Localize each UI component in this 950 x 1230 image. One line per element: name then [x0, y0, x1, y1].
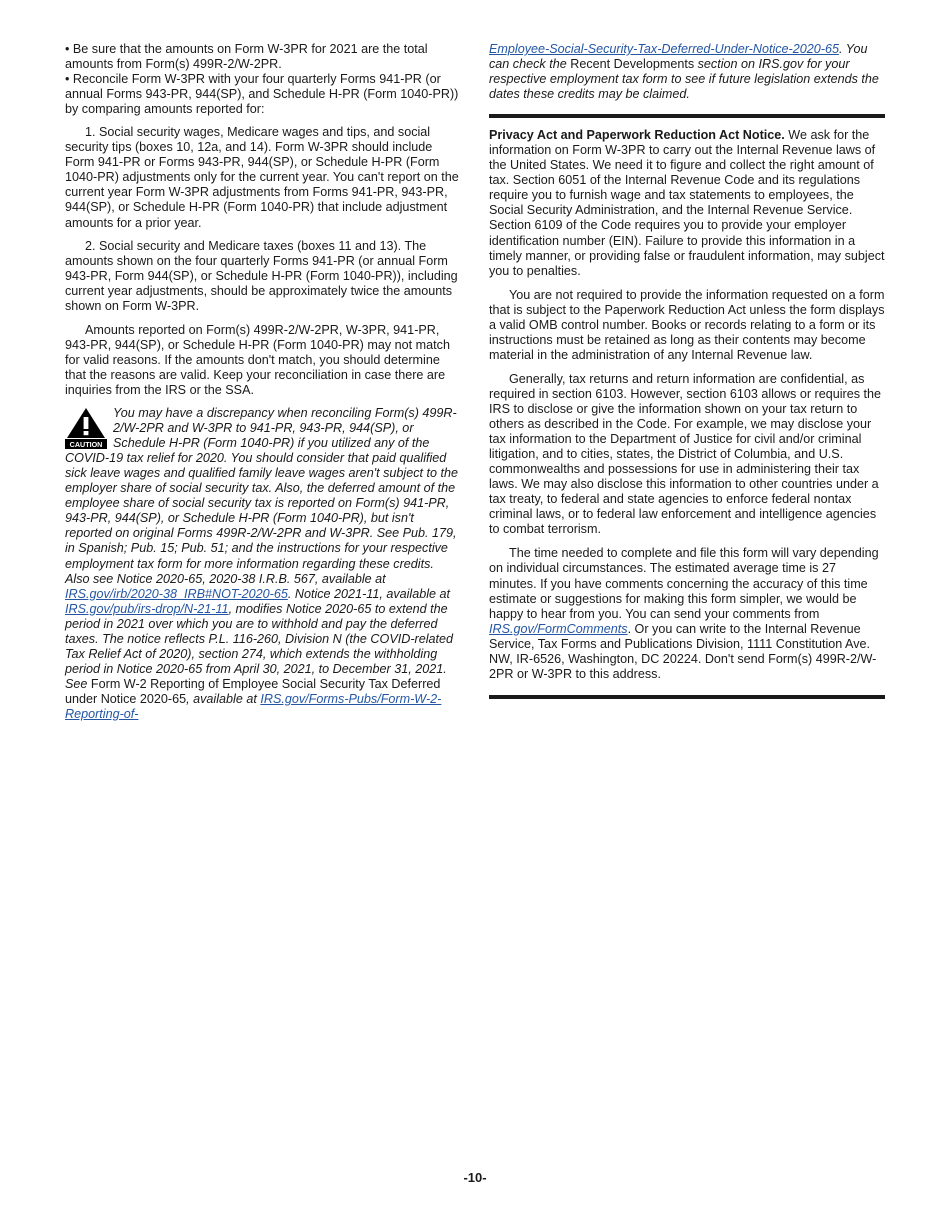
notice-21-11-link[interactable]: IRS.gov/pub/irs-drop/N-21-11: [65, 601, 229, 616]
form-comments-link[interactable]: IRS.gov/FormComments: [489, 621, 628, 636]
time-estimate-text-1: The time needed to complete and file this form will vary depending on individual circumstances. The estimated average time is 27 minutes. If you have comments concerning the accuracy of this time estimate or suggestions for making this form simpler, we would be happy to hear from you. You can send your comments from: [489, 546, 879, 621]
caution-label: CAUTION: [69, 440, 103, 450]
caution-continuation: [489, 42, 885, 102]
right-column: [489, 42, 885, 699]
caution-text-form-w2-title: Form W-2 Reporting of Employee Social Security Tax Deferred under Notice 2020-65: [65, 676, 441, 706]
privacy-heading: Privacy Act and Paperwork Reduction Act Notice.: [489, 128, 785, 143]
time-estimate-paragraph: [489, 546, 885, 681]
privacy-text: We ask for the information on Form W-3PR to carry out the Internal Revenue laws of the United States. We need it to figure and collect the right amount of tax. Section 6051 of the Internal Revenue Code and its regulations require you to furnish wage and tax statements to employees, the Social Security Administration, and the Internal Revenue Service. Section 6109 of the Code requires you to provide your employer identification number (EIN). Failure to provide this information in a timely manner, or providing false or fraudulent information, may subject you to penalties.: [489, 128, 885, 278]
irb-2020-38-link[interactable]: IRS.gov/irb/2020-38_IRB#NOT-2020-65: [65, 586, 288, 601]
time-estimate-text-2: . Or you can write to the Internal Revenue Service, Tax Forms and Publications Division, 1111 Constitution Ave. NW, IR-6526, Washington, DC 20224. Don't send Form(s) 499R-2/W-2PR or W-3PR to this address.: [489, 621, 877, 681]
bullet-total-amounts: • Be sure that the amounts on Form W-3PR for 2021 are the total amounts from Form(s) 499R-2/W-2PR.: [65, 42, 428, 72]
caution-text-part-2: . Notice 2021-11, available at: [287, 586, 451, 601]
amounts-paragraph: Amounts reported on Form(s) 499R-2/W-2PR, W-3PR, 941-PR, 943-PR, 944(SP), or Schedule H-PR (Form 1040-PR) may not match for valid reasons. If the amounts don't match, you should determine that the reasons are valid. Keep your reconciliation in case there are inquiries from the IRS or the SSA.: [65, 322, 450, 397]
caution-text-part-1: You may have a discrepancy when reconciling Form(s) 499R-2/W-2PR and W-3PR to 941-PR, 943-PR, 944(SP), or Schedule H-PR (Form 1040-PR) if you utilized any of the COVID-19 tax relief for 2020. You should consider that paid qualified sick leave wages and qualified family leave wages aren't subject to the employer share of social security tax. Also, the deferred amount of the employee share of social security tax is reported on Form(s) 941-PR, 943-PR, 944(SP), or Schedule H-PR (Form 1040-PR), but isn't reported on original Forms 499R-2/W-2PR and W-3PR. See Pub. 179, in Spanish; Pub. 15; Pub. 51; and the instructions for your respective employment tax form for more information regarding these credits. Also see Notice 2020-65, 2020-38 I.R.B. 567, available at: [65, 406, 459, 586]
continuation-text-part-3: section on IRS.gov for your respective employment tax form to see if future legislation extends the dates these credits may be claimed.: [489, 57, 879, 102]
confidentiality-paragraph: Generally, tax returns and return information are confidential, as required in section 6103. However, section 6103 allows or requires the IRS to disclose or give the information shown on your tax return to others as described in the Code. For example, we may disclose your tax information to the Department of Justice for civil and/or criminal litigation, and to cities, states, the District of Columbia, and U.S. commonwealths and possessions for use in administering their tax laws. We may also disclose this information to other countries under a tax treaty, to federal and state agencies to enforce federal nontax criminal laws, or to federal law enforcement and intelligence agencies to combat terrorism.: [489, 371, 882, 537]
caution-text: [65, 406, 461, 722]
privacy-paragraph: [489, 128, 885, 278]
omb-paragraph: You are not required to provide the information requested on a form that is subject to the Paperwork Reduction Act unless the form displays a valid OMB control number. Books or records relating to a form or its instructions must be retained as long as their contents may become material in the administration of any Internal Revenue law.: [489, 287, 885, 362]
caution-text-part-5: , available at: [186, 691, 261, 706]
form-w2-reporting-link-continued[interactable]: Employee-Social-Security-Tax-Deferred-Under-Notice-2020-65: [489, 42, 839, 56]
caution-text-part-3: , modifies Notice 2020-65 to extend the period in 2021 over which you are to withhold and pay the deferred taxes. The notice reflects P.L. 116-260, Division N (the COVID-related Tax Relief Act of 2020), section 274, which extends the withholding period in Notice 2020-65 from April 30, 2021, to December 31, 2021. See: [65, 601, 454, 691]
form-w2-reporting-link[interactable]: IRS.gov/Forms-Pubs/Form-W-2-Reporting-of-: [65, 691, 442, 721]
caution-icon: [65, 407, 107, 449]
left-column: [65, 42, 461, 722]
section-divider-top: [489, 114, 885, 118]
recent-developments-text: Recent Developments: [570, 57, 695, 72]
numbered-item-2: 2. Social security and Medicare taxes (boxes 11 and 13). The amounts shown on the four quarterly Forms 941-PR (or annual Form 943-PR, Form 944(SP), or Schedule H-PR (Form 1040-PR)), including current year adjustments, should be approximately twice the amounts shown on Form W-3PR.: [65, 238, 458, 313]
bullet-reconcile: • Reconcile Form W-3PR with your four quarterly Forms 941-PR (or annual Forms 943-PR, 944(SP), and Schedule H-PR (Form 1040-PR)) by comparing amounts reported for:: [65, 72, 459, 117]
section-divider-bottom: [489, 695, 885, 699]
numbered-item-1: 1. Social security wages, Medicare wages and tips, and social security tips (boxes 10, 12a, and 14). Form W-3PR should include Form 941-PR or Forms 943-PR, 944(SP), or Schedule H-PR (Form 1040-PR) adjustments only for the current year. You can't report on the current year Form W-3PR adjustments from Forms 941-PR, 943-PR, 944(SP), or Schedule H-PR (Form 1040-PR) that include adjustment amounts for a prior year.: [65, 125, 459, 230]
page-number: -10-: [463, 1170, 487, 1185]
continuation-text-part-1: . You can check the: [489, 42, 868, 72]
caution-note: [65, 406, 461, 722]
